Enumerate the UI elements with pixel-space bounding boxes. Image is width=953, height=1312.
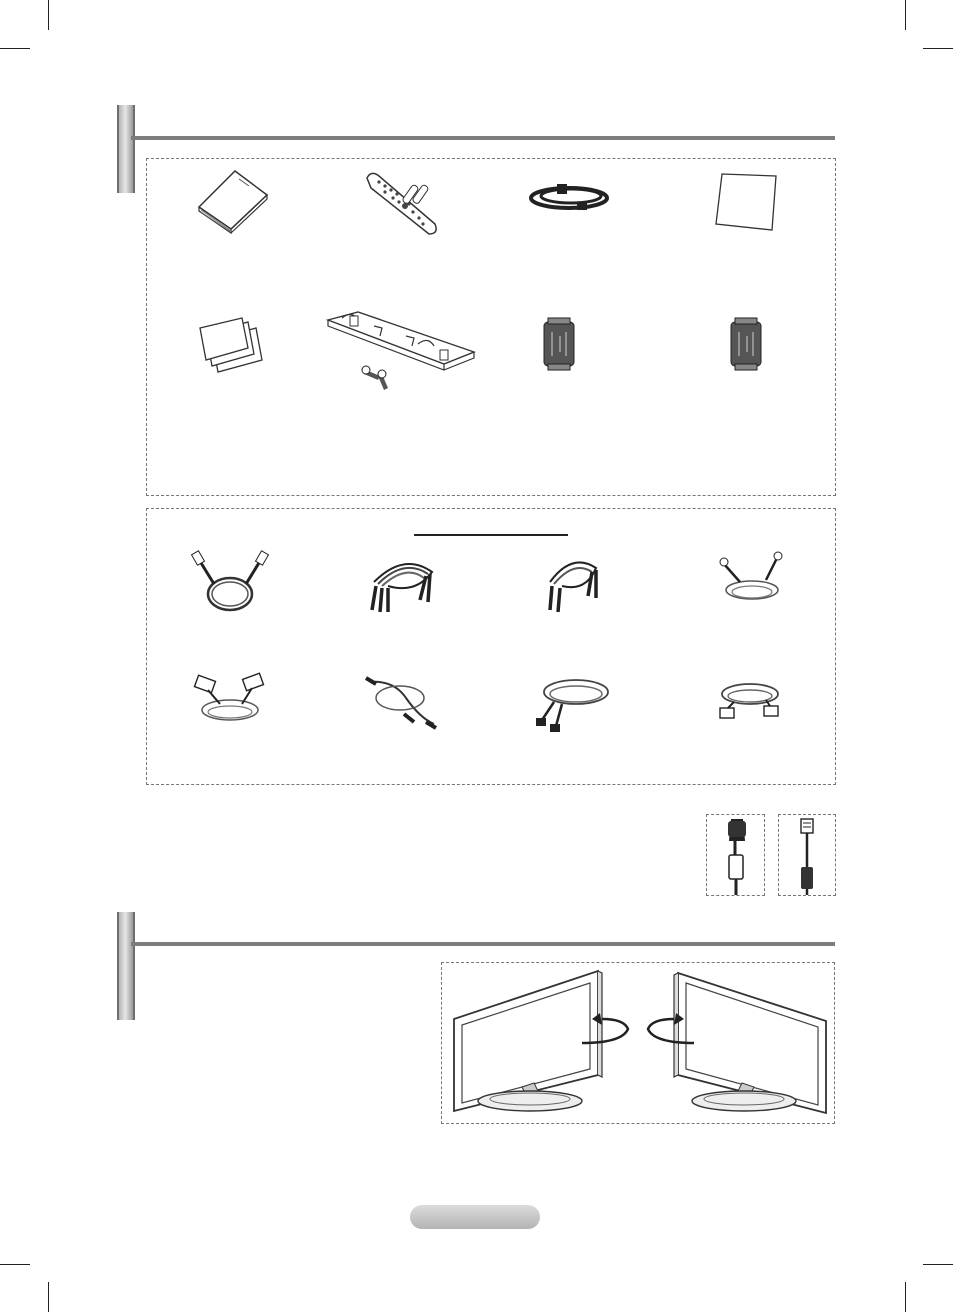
ferrite-core-icon <box>538 318 582 370</box>
s-video-cable-icon <box>718 550 784 604</box>
section-marker <box>117 912 135 1020</box>
crop-mark <box>923 1264 953 1265</box>
pc-cable-icon <box>716 678 784 722</box>
scart-cable-icon <box>192 672 268 724</box>
section-rule <box>131 942 835 946</box>
audio-cables-icon <box>540 552 604 614</box>
warranty-cards-icon <box>198 318 264 374</box>
stand-with-screws-icon <box>322 306 478 392</box>
crop-mark <box>0 48 30 49</box>
power-cord-icon <box>527 180 611 214</box>
crop-mark <box>48 1282 49 1312</box>
crop-mark <box>0 1264 30 1265</box>
crop-mark <box>48 0 49 30</box>
section-marker <box>117 105 135 193</box>
sold-separately-underline <box>414 534 568 536</box>
power-cord-ferrite-box <box>706 814 765 896</box>
audio-video-cable-icon <box>364 670 440 732</box>
swivel-illustration <box>442 963 834 1123</box>
connector-ferrite-box <box>778 814 836 896</box>
crop-mark <box>905 1282 906 1312</box>
power-cord-ferrite-icon <box>707 815 764 895</box>
tv-icon <box>674 973 826 1113</box>
remote-control-icon <box>363 168 443 240</box>
swivel-illustration-box <box>441 962 835 1124</box>
connector-ferrite-icon <box>779 815 835 895</box>
hdmi-cable-icon <box>532 672 612 732</box>
cleaning-cloth-icon <box>714 170 780 232</box>
section-rule <box>131 136 835 140</box>
crop-mark <box>905 0 906 30</box>
ferrite-core-icon <box>725 318 769 370</box>
crop-mark <box>923 48 953 49</box>
page-number-pill <box>410 1205 540 1229</box>
owners-instructions-icon <box>193 165 273 231</box>
antenna-cable-icon <box>190 550 270 616</box>
tv-icon <box>454 971 602 1111</box>
component-cables-icon <box>364 552 440 614</box>
